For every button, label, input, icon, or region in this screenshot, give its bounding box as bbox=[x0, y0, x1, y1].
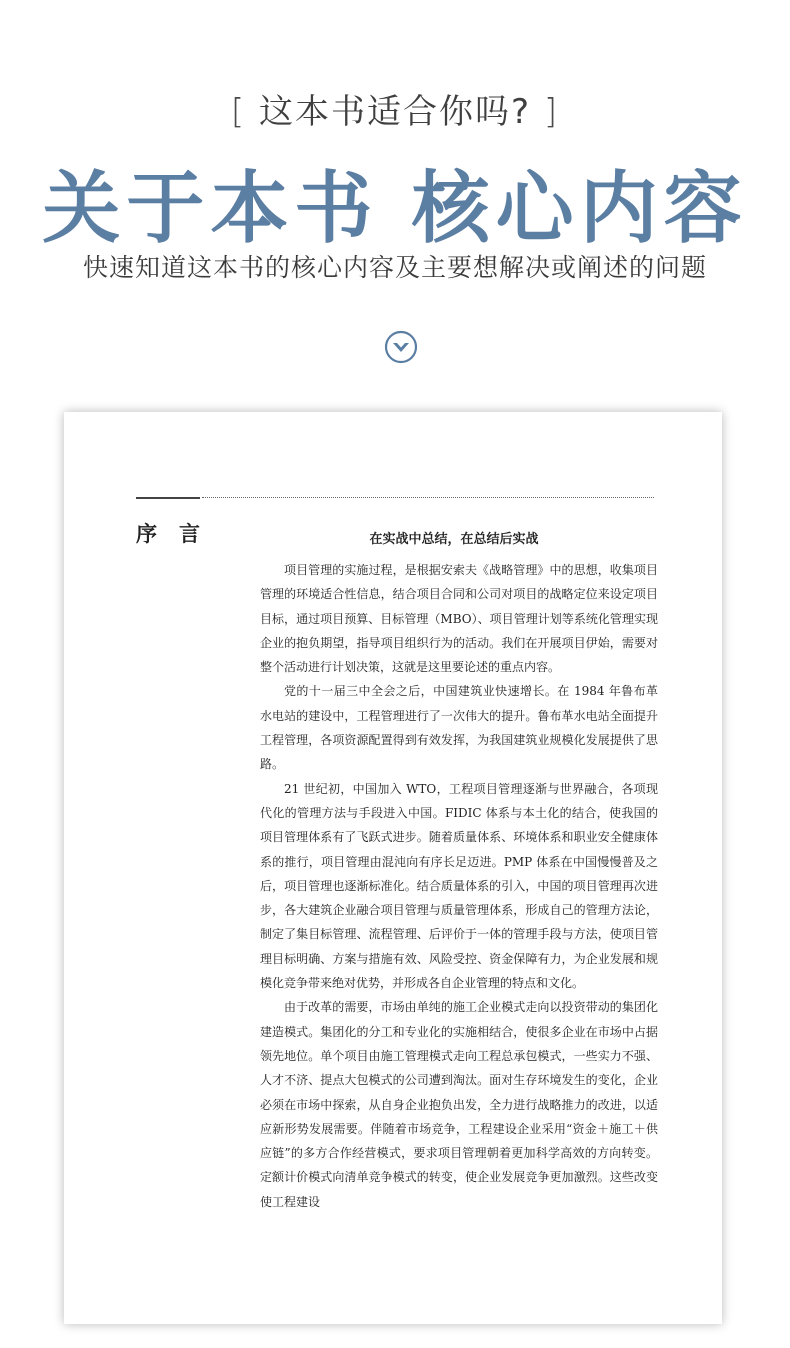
heading-rule-dotted bbox=[202, 497, 654, 498]
right-bracket: ] bbox=[543, 92, 560, 132]
preface-body bbox=[260, 558, 658, 1214]
essay-title: 在实战中总结，在总结后实战 bbox=[369, 532, 539, 547]
paragraph: 由于改革的需要，市场由单纯的施工企业模式走向以投资带动的集团化建造模式。集团化的分工和专业化的实施相结合，使很多企业在市场中占据领先地位。单个项目由施工管理模式走向工程总承包模式，一些实力不强、人才不济、提点大包模式的公司遭到淘汰。面对生存环境发生的变化，企业必须在市场中探索，从自身企业抱负出发，全力进行战略推力的改进，以适应新形势发展需要。伴随着市场竞争，工程建设企业采用“资金＋施工＋供应链”的多方合作经营模式，要求项目管理朝着更加科学高效的方向转变。定额计价模式向清单竞争模式的转变，使企业发展竞争更加激烈。这些改变使工程建设 bbox=[260, 1000, 658, 1209]
left-bracket: [ bbox=[230, 92, 247, 132]
paragraph: 21 世纪初，中国加入 WTO，工程项目管理逐渐与世界融合，各项现代化的管理方法与手段进入中国。FIDIC 体系与本土化的结合，使我国的项目管理体系有了飞跃式进步。随着质量体系、环境体系和职业安全健康体系的推行，项目管理由混沌向有序长足迈进。PMP 体系在中国慢慢普及之后，项目管理也逐渐标准化。结合质量体系的引入，中国的项目管理再次进步，各大建筑企业融合项目管理与质量管理体系，形成自己的管理方法论，制定了集目标管理、流程管理、后评价于一体的管理手段与方法，使项目管理目标明确、方案与措施有效、风险受控、资金保障有力，为企业发展和规模化竞争带来绝对优势，并形成各自企业管理的特点和文化。 bbox=[260, 781, 658, 991]
section-heading bbox=[136, 518, 222, 548]
page-title: 关于本书 核心内容 bbox=[42, 163, 748, 254]
heading-rule-thick bbox=[136, 497, 200, 499]
page-subtitle: 快速知道这本书的核心内容及主要想解决或阐述的问题 bbox=[82, 253, 707, 282]
section-heading-char: 序 bbox=[136, 521, 157, 546]
paragraph: 项目管理的实施过程，是根据安索夫《战略管理》中的思想，收集项目管理的环境适合性信息，结合项目合同和公司对项目的战略定位来设定项目目标，通过项目预算、目标管理（MBO）、项目管理计划等系统化管理实现企业的抱负期望，指导项目组织行为的活动。我们在开展项目伊始，需要对整个活动进行计划决策，这就是这里要论述的重点内容。 bbox=[260, 563, 658, 675]
chevron-down-circle-icon bbox=[384, 330, 418, 364]
question-text: 这本书适合你吗? bbox=[258, 92, 532, 132]
paragraph: 党的十一届三中全会之后，中国建筑业快速增长。在 1984 年鲁布革水电站的建设中，工程管理进行了一次伟大的提升。鲁布革水电站全面提升工程管理，各项资源配置得到有效发挥，为我国建筑业规模化发展提供了思路。 bbox=[260, 684, 658, 772]
section-heading-char: 言 bbox=[179, 521, 200, 546]
book-fit-question-label bbox=[0, 84, 790, 133]
book-page-preview bbox=[64, 412, 722, 1324]
